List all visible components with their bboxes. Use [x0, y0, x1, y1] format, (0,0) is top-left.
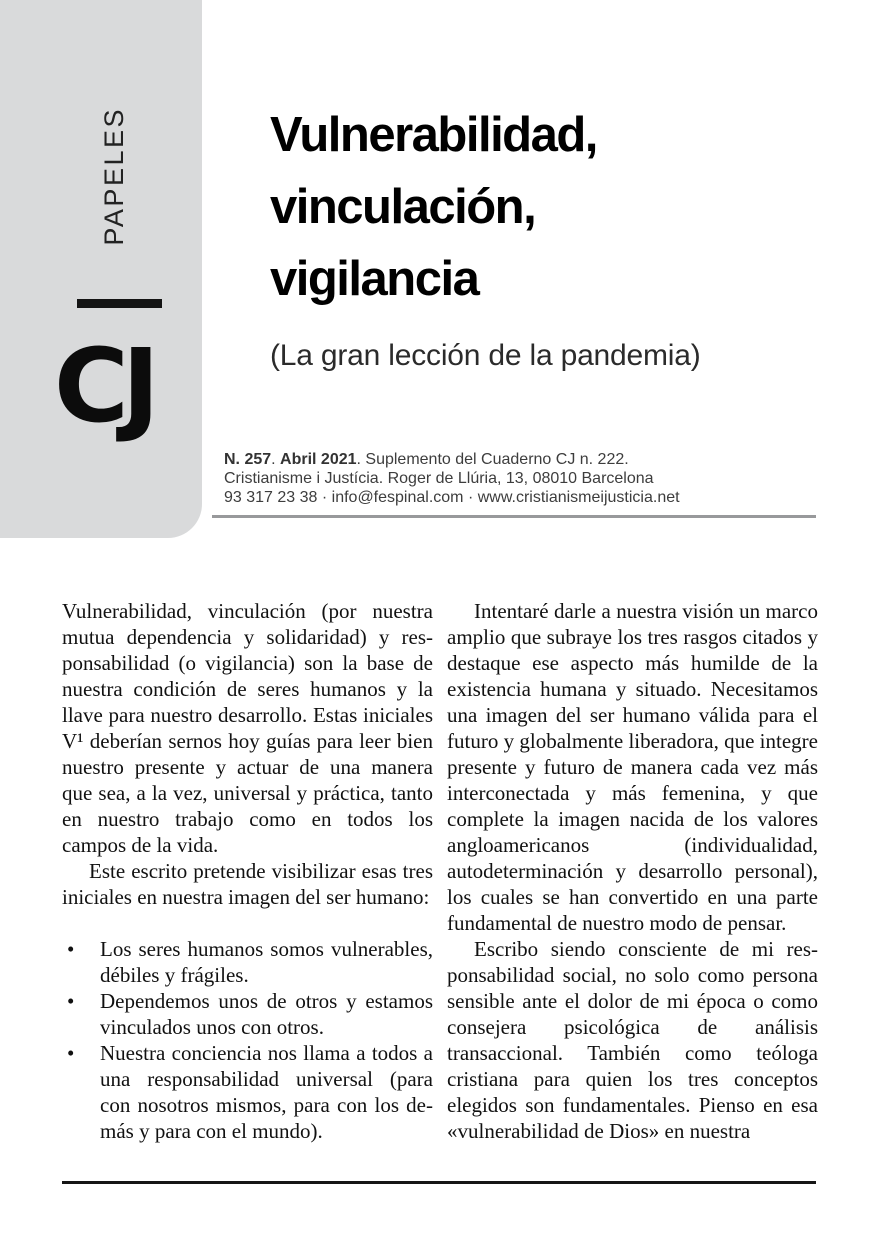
bullet-icon: •	[67, 989, 75, 1013]
paragraph: Escribo siendo consciente de mi responsabilidad social, no solo como persona sensible ante el dolor de mi época o como consejera psicológica de análisis transaccional. También como teóloga cristiana para quien los tres conceptos elegidos son fundamentales. Pienso en esa «vulnerabilidad de Dios» en nuestra	[447, 937, 818, 1143]
page-title	[270, 99, 597, 315]
list-item	[62, 1040, 433, 1144]
list-item-text: Nuestra conciencia nos llama a todos a una responsabilidad universal (para con nosotros mismos, para con los demás y para con el mundo).	[100, 1041, 433, 1143]
list-item-text: Los seres humanos somos vulnerables, débiles y frágiles.	[100, 937, 433, 987]
paragraph: Intentaré darle a nuestra visión un marco amplio que subraye los tres rasgos citados y destaque ese aspecto más humilde de la existencia humana y situado. Necesitamos una imagen del ser humano válida para el futuro y globalmente liberadora, que integre presente y futuro de manera cada vez más interconectada y más femenina, y que complete la imagen nacida de los valores angloamericanos (individualidad, autodeterminación y desarrollo personal), los cuales se han convertido en una parte fundamental de nuestro modo de pensar.	[447, 599, 818, 935]
page-title-line: vigilancia	[270, 252, 479, 306]
cj-logo: CJ	[54, 327, 153, 446]
list-item	[62, 988, 433, 1040]
issue-separator: .	[271, 451, 281, 468]
issue-line-number-date	[224, 450, 680, 469]
issue-supplement: . Suplemento del Cuaderno CJ n. 222.	[356, 451, 629, 468]
bullet-list	[62, 936, 433, 1144]
page-title-line: vinculación,	[270, 180, 536, 234]
page-subtitle: (La gran lección de la pandemia)	[270, 339, 701, 372]
issue-number: N. 257	[224, 451, 272, 468]
bullet-icon: •	[67, 1041, 75, 1065]
page-title-line: Vulnerabilidad,	[270, 108, 597, 162]
list-item	[62, 936, 433, 988]
masthead-divider-bar	[77, 299, 162, 308]
issue-info	[224, 450, 680, 507]
series-label-vertical: PAPELES	[99, 107, 129, 246]
column-right	[447, 598, 818, 1144]
paragraph-lead: Vulnerabilidad, vinculación (por nuestra mutua dependencia y solidaridad) y responsabilidad (o vigilancia) son la base de nuestra condición de seres humanos y la llave para nuestro desarrollo. Estas iniciales V¹ deberían sernos hoy guías para leer bien nuestro presente y actuar de una manera que sea, a la vez, universal y práctica, tanto en nuestro trabajo como en todos los campos de la vida.	[62, 599, 433, 857]
paragraph: Este escrito pretende visibilizar esas tres iniciales en nuestra imagen del ser humano:	[62, 859, 433, 909]
issue-date: Abril 2021	[280, 451, 357, 468]
header-rule	[212, 515, 816, 518]
column-left	[62, 598, 433, 1144]
bullet-icon: •	[67, 937, 75, 961]
issue-line-contact: 93 317 23 38 · info@fespinal.com · www.cristianismeijusticia.net	[224, 489, 680, 506]
masthead-panel	[0, 0, 202, 538]
issue-line-address: Cristianisme i Justícia. Roger de Llúria, 13, 08010 Barcelona	[224, 470, 654, 487]
list-item-text: Dependemos unos de otros y estamos vinculados unos con otros.	[100, 989, 433, 1039]
article-body	[62, 598, 818, 1144]
footer-rule	[62, 1181, 816, 1184]
